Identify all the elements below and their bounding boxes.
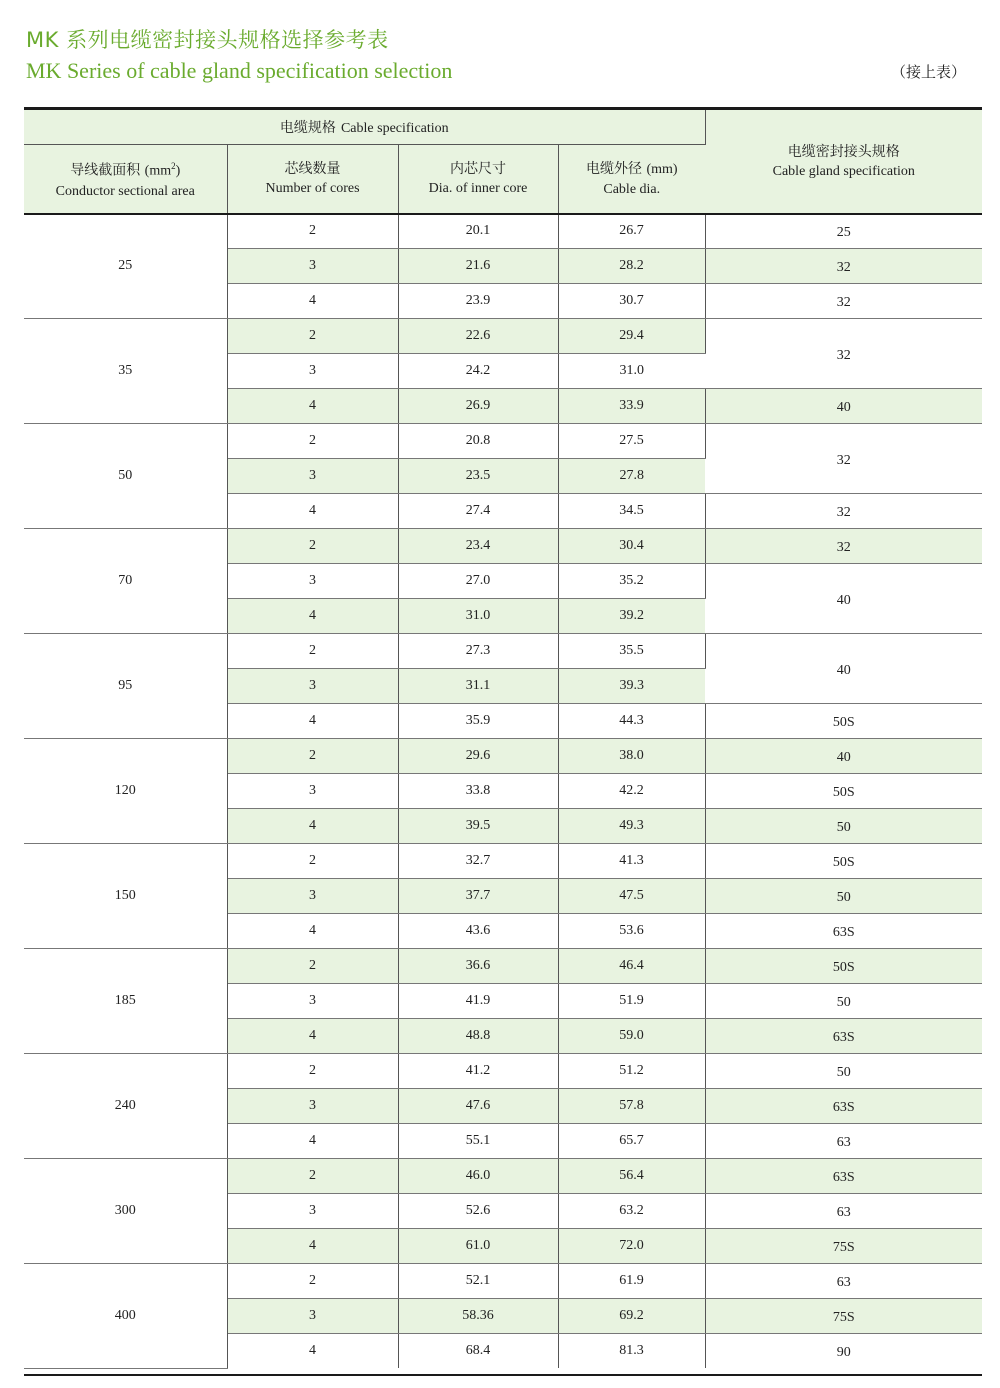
dia-cell: 59.0: [558, 1019, 705, 1054]
gland-value: 25: [836, 225, 851, 240]
gland-value: 50: [836, 820, 851, 835]
area-cell: 300: [24, 1159, 227, 1264]
cores-cell: 2: [227, 739, 398, 774]
header-dia: [558, 145, 705, 214]
area-cell: 95: [24, 634, 227, 739]
gland-value: 63: [836, 1135, 851, 1150]
inner-cell: 58.36: [398, 1299, 558, 1334]
gland-value: 50S: [832, 855, 855, 870]
gland-cell: [705, 844, 982, 879]
cores-cell: 4: [227, 599, 398, 634]
title-english: MK Series of cable gland specification selection: [26, 58, 453, 83]
gland-value: 50: [836, 1065, 851, 1080]
dia-cell: 46.4: [558, 949, 705, 984]
inner-cell: 23.4: [398, 529, 558, 564]
cores-cell: 3: [227, 669, 398, 704]
gland-cell: [705, 1159, 982, 1194]
inner-cell: 32.7: [398, 844, 558, 879]
cores-cell: 3: [227, 879, 398, 914]
header-inner-en: Dia. of inner core: [428, 181, 528, 196]
header-dia-cn: 电缆外径: [585, 160, 642, 177]
gland-cell: [705, 774, 982, 809]
area-cell: 50: [24, 424, 227, 529]
cores-cell: 4: [227, 1019, 398, 1054]
area-cell: 185: [24, 949, 227, 1054]
inner-cell: 52.1: [398, 1264, 558, 1299]
gland-cell: [705, 1054, 982, 1089]
dia-cell: 42.2: [558, 774, 705, 809]
inner-cell: 39.5: [398, 809, 558, 844]
gland-value: 63S: [832, 1100, 855, 1115]
gland-cell: [705, 634, 982, 704]
gland-value: 50S: [832, 785, 855, 800]
inner-cell: 35.9: [398, 704, 558, 739]
gland-value: 63: [836, 1205, 851, 1220]
gland-cell: [705, 319, 982, 389]
header-cores-cn: 芯线数量: [284, 161, 341, 177]
inner-cell: 20.1: [398, 214, 558, 249]
header-inner: [398, 145, 558, 214]
gland-cell: [705, 389, 982, 424]
dia-cell: 35.5: [558, 634, 705, 669]
gland-value: 40: [836, 592, 851, 608]
table-row: [24, 634, 982, 669]
gland-value: 50S: [832, 715, 855, 730]
header-area-close: ): [175, 163, 181, 179]
gland-value: 50: [836, 995, 851, 1010]
dia-cell: 27.8: [558, 459, 705, 494]
header-dia-title: [559, 159, 706, 180]
area-cell: 400: [24, 1264, 227, 1369]
gland-cell: [705, 1264, 982, 1299]
dia-cell: 61.9: [558, 1264, 705, 1299]
dia-cell: 38.0: [558, 739, 705, 774]
dia-cell: 27.5: [558, 424, 705, 459]
header-cores: [227, 145, 398, 214]
area-cell: 120: [24, 739, 227, 844]
dia-cell: 72.0: [558, 1229, 705, 1264]
dia-cell: 39.3: [558, 669, 705, 704]
gland-value: 75S: [832, 1310, 855, 1325]
dia-cell: 56.4: [558, 1159, 705, 1194]
area-cell: 240: [24, 1054, 227, 1159]
dia-cell: 81.3: [558, 1334, 705, 1369]
inner-cell: 27.0: [398, 564, 558, 599]
gland-value: 32: [836, 505, 851, 520]
cores-cell: 4: [227, 494, 398, 529]
inner-cell: 52.6: [398, 1194, 558, 1229]
cores-cell: 3: [227, 354, 398, 389]
dia-cell: 53.6: [558, 914, 705, 949]
dia-cell: 49.3: [558, 809, 705, 844]
gland-cell: [705, 739, 982, 774]
dia-cell: 28.2: [558, 249, 705, 284]
inner-cell: 27.4: [398, 494, 558, 529]
inner-cell: 21.6: [398, 249, 558, 284]
header-gland-spec-en: Cable gland specification: [772, 163, 915, 179]
cores-cell: 4: [227, 1334, 398, 1369]
gland-value: 63: [836, 1275, 851, 1290]
header-area-title: [24, 156, 227, 182]
dia-cell: 39.2: [558, 599, 705, 634]
cores-cell: 3: [227, 1299, 398, 1334]
cores-cell: 4: [227, 284, 398, 319]
cores-cell: 3: [227, 459, 398, 494]
header-area-en: Conductor sectional area: [55, 183, 195, 199]
gland-cell: [705, 1334, 982, 1369]
header-gland-spec: [705, 110, 982, 214]
gland-value: 63S: [832, 1170, 855, 1185]
inner-cell: 68.4: [398, 1334, 558, 1369]
area-cell: 150: [24, 844, 227, 949]
gland-cell: [705, 529, 982, 564]
cores-cell: 2: [227, 844, 398, 879]
cores-cell: 4: [227, 704, 398, 739]
inner-cell: 43.6: [398, 914, 558, 949]
gland-value: 50: [836, 890, 851, 905]
gland-cell: [705, 214, 982, 249]
table-row: [24, 319, 982, 354]
gland-value: 90: [836, 1345, 851, 1360]
inner-cell: 48.8: [398, 1019, 558, 1054]
inner-cell: 20.8: [398, 424, 558, 459]
inner-cell: 55.1: [398, 1124, 558, 1159]
title-chinese: MK 系列电缆密封接头规格选择参考表: [26, 28, 389, 52]
gland-value: 32: [836, 295, 851, 310]
gland-cell: [705, 1194, 982, 1229]
table-row: [24, 1264, 982, 1299]
inner-cell: 22.6: [398, 319, 558, 354]
header-cable-spec-cn: 电缆规格: [279, 120, 336, 136]
dia-cell: 57.8: [558, 1089, 705, 1124]
gland-value: 40: [836, 750, 851, 765]
header-cores-en: Number of cores: [265, 181, 360, 196]
cores-cell: 2: [227, 1264, 398, 1299]
gland-value: 50S: [832, 960, 855, 975]
gland-cell: [705, 1299, 982, 1334]
cores-cell: 2: [227, 529, 398, 564]
gland-cell: [705, 494, 982, 529]
header-dia-unit: (mm): [646, 161, 678, 177]
inner-cell: 26.9: [398, 389, 558, 424]
gland-cell: [705, 704, 982, 739]
header-gland-spec-cn: 电缆密封接头规格: [787, 143, 900, 160]
table-row: [24, 949, 982, 984]
table-row: [24, 214, 982, 249]
gland-cell: [705, 914, 982, 949]
inner-cell: 23.5: [398, 459, 558, 494]
dia-cell: 34.5: [558, 494, 705, 529]
inner-cell: 47.6: [398, 1089, 558, 1124]
gland-cell: [705, 949, 982, 984]
gland-value: 40: [836, 662, 851, 678]
gland-cell: [705, 809, 982, 844]
table-row: [24, 424, 982, 459]
dia-cell: 33.9: [558, 389, 705, 424]
header-area: [24, 145, 227, 214]
spec-table: [24, 110, 982, 1369]
cores-cell: 2: [227, 1054, 398, 1089]
dia-cell: 69.2: [558, 1299, 705, 1334]
gland-value: 63S: [832, 925, 855, 940]
gland-cell: [705, 1089, 982, 1124]
cores-cell: 2: [227, 634, 398, 669]
gland-cell: [705, 1229, 982, 1264]
dia-cell: 44.3: [558, 704, 705, 739]
header-inner-cn: 内芯尺寸: [450, 161, 506, 177]
dia-cell: 29.4: [558, 319, 705, 354]
gland-value: 40: [836, 400, 851, 415]
gland-cell: [705, 984, 982, 1019]
inner-cell: 61.0: [398, 1229, 558, 1264]
area-cell: 35: [24, 319, 227, 424]
inner-cell: 29.6: [398, 739, 558, 774]
table-row: [24, 844, 982, 879]
inner-cell: 31.0: [398, 599, 558, 634]
cores-cell: 3: [227, 564, 398, 599]
cores-cell: 3: [227, 1194, 398, 1229]
inner-cell: 31.1: [398, 669, 558, 704]
gland-cell: [705, 284, 982, 319]
dia-cell: 47.5: [558, 879, 705, 914]
gland-value: 32: [836, 347, 851, 363]
bottom-rule: [24, 1374, 982, 1376]
dia-cell: 65.7: [558, 1124, 705, 1159]
inner-cell: 46.0: [398, 1159, 558, 1194]
dia-cell: 31.0: [558, 354, 705, 389]
gland-value: 32: [836, 260, 851, 275]
header-dia-en: Cable dia.: [603, 181, 661, 197]
header-cable-spec: [24, 110, 705, 145]
inner-cell: 27.3: [398, 634, 558, 669]
inner-cell: 41.2: [398, 1054, 558, 1089]
cores-cell: 2: [227, 1159, 398, 1194]
area-cell: 25: [24, 214, 227, 319]
gland-cell: [705, 249, 982, 284]
table-row: [24, 1054, 982, 1089]
dia-cell: 26.7: [558, 214, 705, 249]
inner-cell: 23.9: [398, 284, 558, 319]
inner-cell: 36.6: [398, 949, 558, 984]
dia-cell: 35.2: [558, 564, 705, 599]
continued-note: （接上表）: [890, 63, 966, 81]
header-cable-spec-en: Cable specification: [340, 121, 449, 136]
area-cell: 70: [24, 529, 227, 634]
cores-cell: 4: [227, 389, 398, 424]
cores-cell: 4: [227, 1229, 398, 1264]
gland-cell: [705, 1124, 982, 1159]
dia-cell: 30.4: [558, 529, 705, 564]
cores-cell: 4: [227, 1124, 398, 1159]
dia-cell: 51.2: [558, 1054, 705, 1089]
gland-cell: [705, 1019, 982, 1054]
cores-cell: 3: [227, 774, 398, 809]
gland-value: 63S: [832, 1030, 855, 1045]
table-row: [24, 739, 982, 774]
header-area-cn: 导线截面积: [70, 162, 141, 179]
dia-cell: 41.3: [558, 844, 705, 879]
gland-cell: [705, 564, 982, 634]
gland-value: 32: [836, 540, 851, 555]
gland-value: 32: [836, 452, 851, 468]
cores-cell: 2: [227, 319, 398, 354]
header-area-unit: (mm: [144, 163, 172, 179]
table-row: [24, 1159, 982, 1194]
cores-cell: 3: [227, 1089, 398, 1124]
header-rule: [24, 213, 982, 215]
cores-cell: 2: [227, 949, 398, 984]
dia-cell: 30.7: [558, 284, 705, 319]
gland-cell: [705, 879, 982, 914]
inner-cell: 37.7: [398, 879, 558, 914]
dia-cell: 63.2: [558, 1194, 705, 1229]
inner-cell: 33.8: [398, 774, 558, 809]
header-area-sup: 2: [171, 161, 176, 172]
inner-cell: 24.2: [398, 354, 558, 389]
cores-cell: 2: [227, 214, 398, 249]
cores-cell: 2: [227, 424, 398, 459]
cores-cell: 4: [227, 914, 398, 949]
gland-value: 75S: [832, 1240, 855, 1255]
inner-cell: 41.9: [398, 984, 558, 1019]
cores-cell: 3: [227, 249, 398, 284]
table-row: [24, 529, 982, 564]
gland-cell: [705, 424, 982, 494]
cores-cell: 4: [227, 809, 398, 844]
dia-cell: 51.9: [558, 984, 705, 1019]
cores-cell: 3: [227, 984, 398, 1019]
